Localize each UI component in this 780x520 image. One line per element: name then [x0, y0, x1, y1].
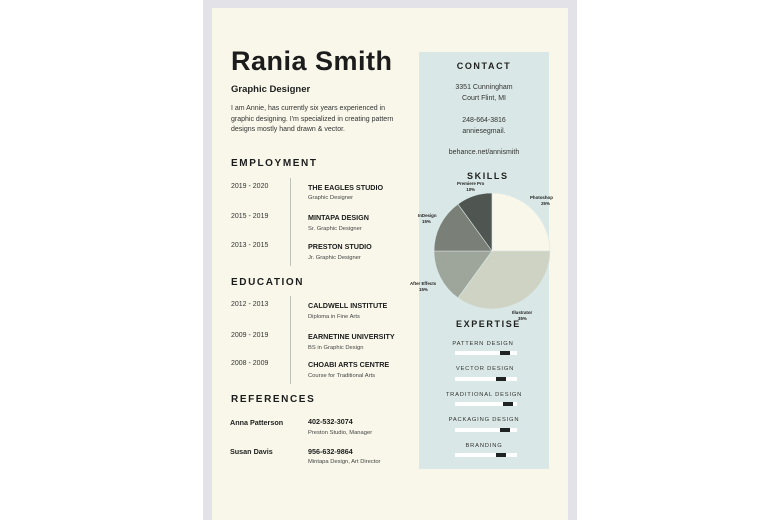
pie-label-name: InDesign: [418, 213, 437, 218]
reference-name: Susan Davis: [230, 447, 273, 456]
pie-label-value: 15%: [419, 286, 428, 292]
reference-info: Preston Studio, Manager: [308, 430, 373, 436]
expertise-bar-fill: [496, 453, 506, 457]
pie-label-value: 10%: [466, 186, 476, 192]
references-heading: REFERENCES: [231, 394, 316, 405]
expertise-bar-fill: [500, 428, 510, 432]
employment-org: MINTAPA DESIGN: [308, 213, 369, 222]
contact-email: anniesegmail.: [462, 128, 506, 135]
reference-phone: 956-632-9864: [308, 447, 353, 456]
expertise-heading: EXPERTISE: [456, 319, 521, 329]
education-org: EARNETINE UNIVERSITY: [308, 332, 395, 341]
expertise-label: PATTERN DESIGN: [452, 341, 514, 347]
employment-org: PRESTON STUDIO: [308, 242, 372, 251]
employment-role: Graphic Designer: [308, 195, 354, 201]
employment-heading: EMPLOYMENT: [231, 158, 318, 169]
expertise-bar-track: [455, 377, 517, 381]
contact-website: behance.net/annismith: [448, 149, 520, 156]
employment-org: THE EAGLES STUDIO: [308, 183, 384, 192]
contact-address-line1: 3351 Cunningham: [455, 84, 513, 91]
pie-label-indesign: [418, 213, 437, 224]
expertise-bar-track: [455, 453, 517, 457]
resume-name: Rania Smith: [231, 46, 393, 76]
expertise-bar-track: [455, 402, 517, 406]
expertise-bar-fill: [496, 377, 506, 381]
job-title: Graphic Designer: [231, 84, 311, 95]
expertise-label: BRANDING: [465, 443, 503, 449]
pie-label-name: Photoshop: [530, 195, 553, 200]
pie-label-name: Premiere Pro: [457, 181, 485, 186]
pie-label-name: After Effects: [410, 281, 437, 286]
expertise-bar-fill: [500, 351, 510, 355]
education-degree: BS in Graphic Design: [308, 345, 364, 351]
education-years: 2012 - 2013: [231, 301, 269, 308]
education-years: 2009 - 2019: [231, 332, 269, 339]
employment-years: 2019 - 2020: [231, 183, 269, 190]
expertise-label: TRADITIONAL DESIGN: [445, 392, 523, 398]
pie-label-premiere-pro: [457, 181, 484, 192]
expertise-label: VECTOR DESIGN: [455, 366, 515, 372]
contact-address-line2: Court Flint, MI: [462, 95, 506, 102]
skills-heading: SKILLS: [467, 171, 509, 181]
contact-heading: CONTACT: [456, 61, 512, 71]
pie-label-photoshop: [530, 195, 553, 206]
pie-label-value: 25%: [541, 200, 550, 206]
pie-value-number: 15: [422, 218, 427, 224]
bio-text: I am Annie, has currently six years experienced in graphic designing. I'm specialized in creating pattern designs mostly hand drawn & vector.: [231, 105, 394, 134]
reference-phone: 402-532-3074: [308, 417, 353, 426]
expertise-bar-track: [455, 351, 517, 355]
pie-value-number: 15: [419, 286, 424, 292]
pie-label-after-effects: [410, 281, 436, 292]
pie-value-number: 35: [518, 315, 523, 321]
pie-value-number: 25: [541, 200, 546, 206]
reference-name: Anna Patterson: [230, 418, 284, 427]
education-degree: Diploma in Fine Arts: [308, 314, 360, 320]
expertise-label: PACKAGING DESIGN: [448, 417, 520, 423]
expertise-bar-fill: [503, 402, 513, 406]
contact-phone: 248-664-3816: [462, 117, 506, 124]
employment-role: Sr. Graphic Designer: [308, 226, 362, 232]
employment-years: 2015 - 2019: [231, 213, 269, 220]
expertise-bar-track: [455, 428, 517, 432]
education-heading: EDUCATION: [231, 277, 305, 288]
reference-info: Mintapa Design, Art Director: [308, 459, 381, 465]
employment-role: Jr. Graphic Designer: [308, 255, 361, 261]
employment-divider: [290, 178, 291, 266]
education-years: 2008 - 2009: [231, 360, 269, 367]
pie-value-number: 10: [466, 186, 472, 192]
education-org: CALDWELL INSTITUTE: [308, 301, 388, 310]
employment-years: 2013 - 2015: [231, 242, 269, 249]
education-degree: Course for Traditional Arts: [308, 373, 376, 379]
education-divider: [290, 296, 291, 384]
education-org: CHOABI ARTS CENTRE: [308, 360, 390, 369]
pie-label-value: 35%: [518, 315, 527, 321]
pie-label-name: Illustrator: [512, 310, 533, 315]
pie-label-value: 15%: [422, 218, 431, 224]
